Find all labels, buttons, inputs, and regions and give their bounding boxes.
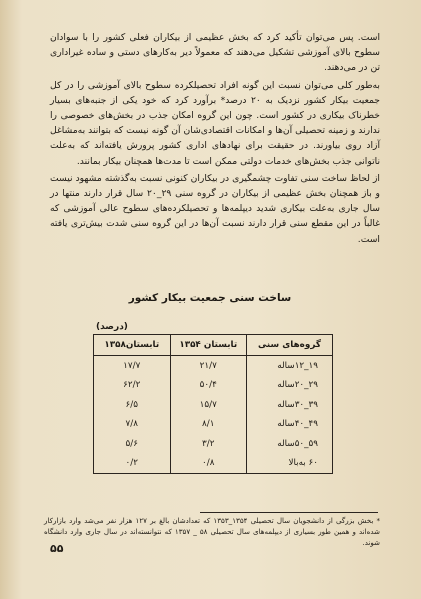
table-row	[94, 415, 333, 435]
header-age-group: گروه‌های سنی	[246, 335, 332, 356]
table-title: ساخت سنی جمعیت بیکار کشور	[128, 292, 292, 304]
value-1354-cell: ۳/۲	[170, 434, 246, 454]
body-text	[50, 30, 380, 249]
footnote-divider	[200, 512, 378, 513]
header-summer-1354: تابستان ۱۳۵۴	[170, 335, 246, 356]
value-1358-cell: ۶/۵	[94, 395, 171, 415]
paragraph: است. پس می‌توان تأکید کرد که بخش عظیمی از بیکاران فعلی کشور را با سوادان سطوح بالای آموزشی تشکیل می‌دهند که معمولاً دیر به‌کارهای دستی و ساده غیراداری تن در می‌دهند.	[50, 32, 380, 74]
value-1354-cell: ۸/۱	[170, 415, 246, 435]
value-1358-cell: ۶۲/۲	[94, 376, 171, 396]
table-unit: (درصد)	[96, 322, 128, 332]
table-row	[94, 376, 333, 396]
age-group-cell: ۴۹_۴۰ساله	[246, 415, 332, 435]
table-header-row	[94, 335, 333, 356]
header-summer-1358: تابستان۱۳۵۸	[94, 335, 171, 356]
value-1358-cell: ۰/۲	[94, 454, 171, 474]
age-group-cell: ۵۹_۵۰ساله	[246, 434, 332, 454]
table-row	[94, 434, 333, 454]
value-1354-cell: ۱۵/۷	[170, 395, 246, 415]
value-1358-cell: ۱۷/۷	[94, 356, 171, 376]
age-group-cell: ۱۹_۱۲ساله	[246, 356, 332, 376]
table-row	[94, 454, 333, 474]
value-1358-cell: ۵/۶	[94, 434, 171, 454]
page-number: ۵۵	[50, 542, 64, 555]
age-group-cell: ۲۹_۲۰ساله	[246, 376, 332, 396]
age-group-cell: ۶۰ به‌بالا	[246, 454, 332, 474]
paragraph: از لحاظ ساخت سنی تفاوت چشمگیری در بیکاران کنونی نسبت به‌گذشته مشهود نیست و باز همچنان بخش عظیمی از بیکاران در گروه سنی ۲۹_۲۰ سال قرار دارند منتها در سال جاری به‌علت بیکاری شدید دیپلمه‌ها و تحصیلکرده‌های سطوح عالی آموزشی که غالباً در این مقطع سنی قرار دارند نسبت آن‌ها در این گروه سنی شدت بیش‌تری یافته است.	[50, 172, 380, 245]
value-1358-cell: ۷/۸	[94, 415, 171, 435]
value-1354-cell: ۰/۸	[170, 454, 246, 474]
age-structure-table	[93, 334, 333, 474]
table-row	[94, 395, 333, 415]
footnote: * بخش بزرگی از دانشجویان سال تحصیلی ۱۳۵۴_۱۳۵۳ که تعدادشان بالغ بر ۱۲۷ هزار نفر می‌شد وارد بازارکار شده‌اند و همین طور بسیاری از دیپلمه‌های سال تحصیلی ۵۸ _ ۱۳۵۷ که نتوانسته‌اند در سال جاری وارد دانشگاه شوند.	[44, 516, 380, 547]
table-row	[94, 356, 333, 376]
age-group-cell: ۳۹_۳۰ساله	[246, 395, 332, 415]
value-1354-cell: ۵۰/۴	[170, 376, 246, 396]
value-1354-cell: ۲۱/۷	[170, 356, 246, 376]
paragraph: به‌طور کلی می‌توان نسبت این گونه افراد تحصیلکرده سطوح بالای آموزشی را در کل جمعیت بیکار کشور نزدیک به ۲۰ درصد* برآورد کرد که خود یکی از جنبه‌های بسیار خطرناک بیکاری در کشور است. چون این گروه امکان جذب در بخش‌های خصوصی را ندارند و زمینه تحصیلی آن‌ها و امکانات اقتصادی‌شان آن گونه نیست که بتوانند به‌مشاغل آزاد روی بیاورند. در حقیقت برای نهادهای اداری کشور پرورش یافته‌اند که به‌علت ناتوانی جذب بخش‌های خدمات دولتی ممکن است تا مدت‌ها همچنان بیکار بمانند.	[50, 79, 380, 167]
